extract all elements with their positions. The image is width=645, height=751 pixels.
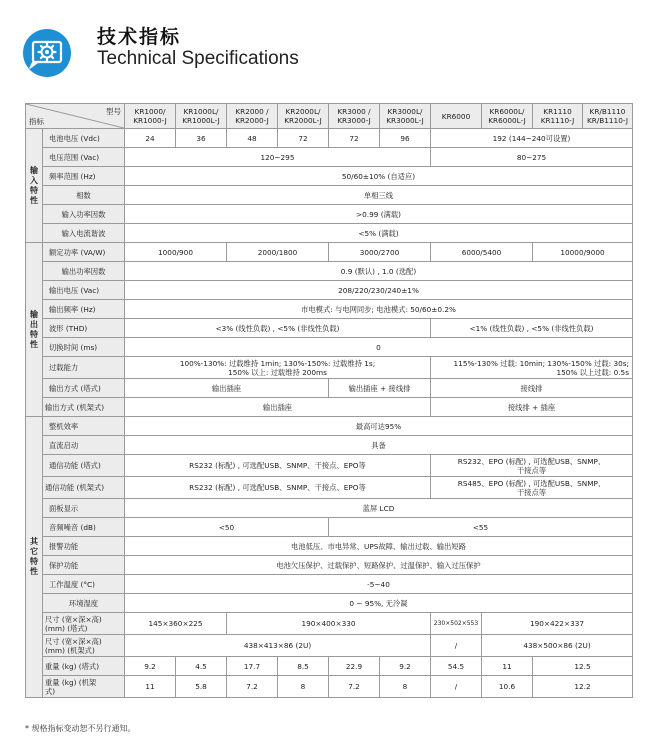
table-row xyxy=(26,205,633,224)
cell: 蓝屏 LCD xyxy=(125,499,633,518)
spec-table xyxy=(25,103,633,698)
row-label: 环境湿度 xyxy=(43,594,125,613)
cell: 1000/900 xyxy=(125,243,227,262)
cell: 11 xyxy=(125,676,176,698)
cell: 电池低压、市电异常、UPS故障、输出过载、输出短路 xyxy=(125,537,633,556)
cell: 208/220/230/240±1% xyxy=(125,281,633,300)
model-header: KR2000L/ KR2000L-J xyxy=(278,104,329,129)
model-header: KR2000 / KR2000-J xyxy=(227,104,278,129)
cell: 8 xyxy=(380,676,431,698)
page-title-zh: 技术指标 xyxy=(97,26,182,48)
row-label: 输出功率因数 xyxy=(43,262,125,281)
group-other: 其它特性 xyxy=(26,417,43,698)
cell: 100%-130%: 过载维持 1min; 130%-150%: 过载维持 1s; 150% 以上: 过载维持 200ms xyxy=(125,357,431,379)
table-row xyxy=(26,518,633,537)
cell: 24 xyxy=(125,129,176,148)
cell: RS485、EPO (标配) , 可选配USB、SNMP、 干接点等 xyxy=(431,477,633,499)
cell: 0.9 (默认) , 1.0 (选配) xyxy=(125,262,633,281)
row-label: 过载能力 xyxy=(43,357,125,379)
cell: <50 xyxy=(125,518,329,537)
cell: 7.2 xyxy=(329,676,380,698)
group-input: 输入特性 xyxy=(26,129,43,243)
cell: 72 xyxy=(278,129,329,148)
row-label: 输出电压 (Vac) xyxy=(43,281,125,300)
cell: RS232 (标配) , 可选配USB、SNMP、干接点、EPO等 xyxy=(125,477,431,499)
cell: 50/60±10% (自适应) xyxy=(125,167,633,186)
cell: 0 ~ 95%, 无冷凝 xyxy=(125,594,633,613)
footnote: * 规格指标变动恕不另行通知。 xyxy=(25,724,136,733)
cell: RS232 (标配) , 可选配USB、SNMP、干接点、EPO等 xyxy=(125,455,431,477)
table-row xyxy=(26,676,633,698)
header-corner xyxy=(26,104,125,129)
model-header: KR6000 xyxy=(431,104,482,129)
table-row xyxy=(26,319,633,338)
row-label: 整机效率 xyxy=(43,417,125,436)
cell: / xyxy=(431,676,482,698)
corner-spec-label: 指标 xyxy=(29,117,44,126)
table-row xyxy=(26,635,633,657)
table-row xyxy=(26,556,633,575)
cell: <3% (线性负载) , <5% (非线性负载) xyxy=(125,319,431,338)
row-label: 输出频率 (Hz) xyxy=(43,300,125,319)
row-label: 相数 xyxy=(43,186,125,205)
table-row xyxy=(26,357,633,379)
table-row xyxy=(26,455,633,477)
cell: 54.5 xyxy=(431,657,482,676)
row-label: 音频噪音 (dB) xyxy=(43,518,125,537)
table-row xyxy=(26,300,633,319)
cell: 22.9 xyxy=(329,657,380,676)
model-header: KR6000L/ KR6000L-J xyxy=(482,104,533,129)
row-label: 尺寸 (宽×深×高) (mm) (机架式) xyxy=(43,635,125,657)
cell: 4.5 xyxy=(176,657,227,676)
cell: 接线排 xyxy=(431,379,633,398)
cell: 72 xyxy=(329,129,380,148)
cell: 具备 xyxy=(125,436,633,455)
cell: 0 xyxy=(125,338,633,357)
row-label: 面板显示 xyxy=(43,499,125,518)
cell: 11 xyxy=(482,657,533,676)
cell: <55 xyxy=(329,518,633,537)
model-header: KR3000 / KR3000-J xyxy=(329,104,380,129)
row-label: 输入电流谐波 xyxy=(43,224,125,243)
row-label: 工作温度 (°C) xyxy=(43,575,125,594)
cell: 96 xyxy=(380,129,431,148)
row-label: 通信功能 (塔式) xyxy=(43,455,125,477)
cell: >0.99 (满载) xyxy=(125,205,633,224)
cell: 最高可达95% xyxy=(125,417,633,436)
table-row xyxy=(26,148,633,167)
cell: 单相三线 xyxy=(125,186,633,205)
model-header: KR1110 KR1110-J xyxy=(533,104,583,129)
cell: RS232、EPO (标配) , 可选配USB、SNMP、 干接点等 xyxy=(431,455,633,477)
model-header: KR1000L/ KR1000L-J xyxy=(176,104,227,129)
cell: 120~295 xyxy=(125,148,431,167)
model-header: KR3000L/ KR3000L-J xyxy=(380,104,431,129)
cell: 输出插座 xyxy=(125,398,431,417)
row-label: 波形 (THD) xyxy=(43,319,125,338)
cell: 36 xyxy=(176,129,227,148)
cell: <1% (线性负载) , <5% (非线性负载) xyxy=(431,319,633,338)
table-row xyxy=(26,477,633,499)
cell: 9.2 xyxy=(125,657,176,676)
table-row xyxy=(26,575,633,594)
page-title-en: Technical Specifications xyxy=(97,48,299,69)
cell: 438×500×86 (2U) xyxy=(482,635,633,657)
cell: <5% (满载) xyxy=(125,224,633,243)
table-row xyxy=(26,186,633,205)
group-output: 输出特性 xyxy=(26,243,43,417)
cell: 6000/5400 xyxy=(431,243,533,262)
cell: 192 (144~240可设置) xyxy=(431,129,633,148)
cell: 48 xyxy=(227,129,278,148)
row-label: 通信功能 (机架式) xyxy=(43,477,125,499)
gear-screen-icon xyxy=(22,28,72,78)
cell: 190×400×330 xyxy=(227,613,431,635)
table-row xyxy=(26,657,633,676)
table-header-row xyxy=(26,104,633,129)
row-label: 输出方式 (机架式) xyxy=(43,398,125,417)
table-row xyxy=(26,262,633,281)
cell: 8 xyxy=(278,676,329,698)
table-row xyxy=(26,129,633,148)
cell: 190×422×337 xyxy=(482,613,633,635)
cell: 3000/2700 xyxy=(329,243,431,262)
table-row xyxy=(26,338,633,357)
table-row xyxy=(26,499,633,518)
row-label: 报警功能 xyxy=(43,537,125,556)
row-label: 额定功率 (VA/W) xyxy=(43,243,125,262)
cell: 115%-130% 过载: 10min; 130%-150% 过载: 30s; 150% 以上过载: 0.5s xyxy=(431,357,633,379)
cell: 80~275 xyxy=(431,148,633,167)
cell: 12.2 xyxy=(533,676,633,698)
row-label: 保护功能 xyxy=(43,556,125,575)
row-label: 频率范围 (Hz) xyxy=(43,167,125,186)
table-row xyxy=(26,594,633,613)
model-header: KR1000/ KR1000-J xyxy=(125,104,176,129)
cell: 接线排 + 插座 xyxy=(431,398,633,417)
cell: 438×413×86 (2U) xyxy=(125,635,431,657)
table-row xyxy=(26,281,633,300)
cell: 8.5 xyxy=(278,657,329,676)
table-row xyxy=(26,224,633,243)
cell: 输出插座 + 接线排 xyxy=(329,379,431,398)
row-label: 尺寸 (宽×深×高) (mm) (塔式) xyxy=(43,613,125,635)
cell: 5.8 xyxy=(176,676,227,698)
cell: 7.2 xyxy=(227,676,278,698)
row-label: 输入功率因数 xyxy=(43,205,125,224)
row-label: 重量 (kg) (机架 式) xyxy=(43,676,125,698)
table-row xyxy=(26,379,633,398)
table-row xyxy=(26,417,633,436)
model-header: KR/B1110 KR/B1110-J xyxy=(583,104,633,129)
table-row xyxy=(26,398,633,417)
cell: 输出插座 xyxy=(125,379,329,398)
cell: 电池欠压保护、过载保护、短路保护、过温保护、输入过压保护 xyxy=(125,556,633,575)
corner-model-label: 型号 xyxy=(106,107,121,116)
row-label: 电压范围 (Vac) xyxy=(43,148,125,167)
row-label: 切换时间 (ms) xyxy=(43,338,125,357)
row-label: 电池电压 (Vdc) xyxy=(43,129,125,148)
table-row xyxy=(26,167,633,186)
cell: 17.7 xyxy=(227,657,278,676)
cell: 市电模式: 与电网同步; 电池模式: 50/60±0.2% xyxy=(125,300,633,319)
row-label: 直流启动 xyxy=(43,436,125,455)
cell: 230×502×553 xyxy=(431,613,482,635)
cell: 12.5 xyxy=(533,657,633,676)
cell: 10.6 xyxy=(482,676,533,698)
row-label: 重量 (kg) (塔式) xyxy=(43,657,125,676)
cell: 10000/9000 xyxy=(533,243,633,262)
table-row xyxy=(26,613,633,635)
cell: 2000/1800 xyxy=(227,243,329,262)
table-row xyxy=(26,537,633,556)
cell: 145×360×225 xyxy=(125,613,227,635)
row-label: 输出方式 (塔式) xyxy=(43,379,125,398)
table-row xyxy=(26,436,633,455)
cell: 9.2 xyxy=(380,657,431,676)
table-row xyxy=(26,243,633,262)
cell: -5~40 xyxy=(125,575,633,594)
cell: / xyxy=(431,635,482,657)
